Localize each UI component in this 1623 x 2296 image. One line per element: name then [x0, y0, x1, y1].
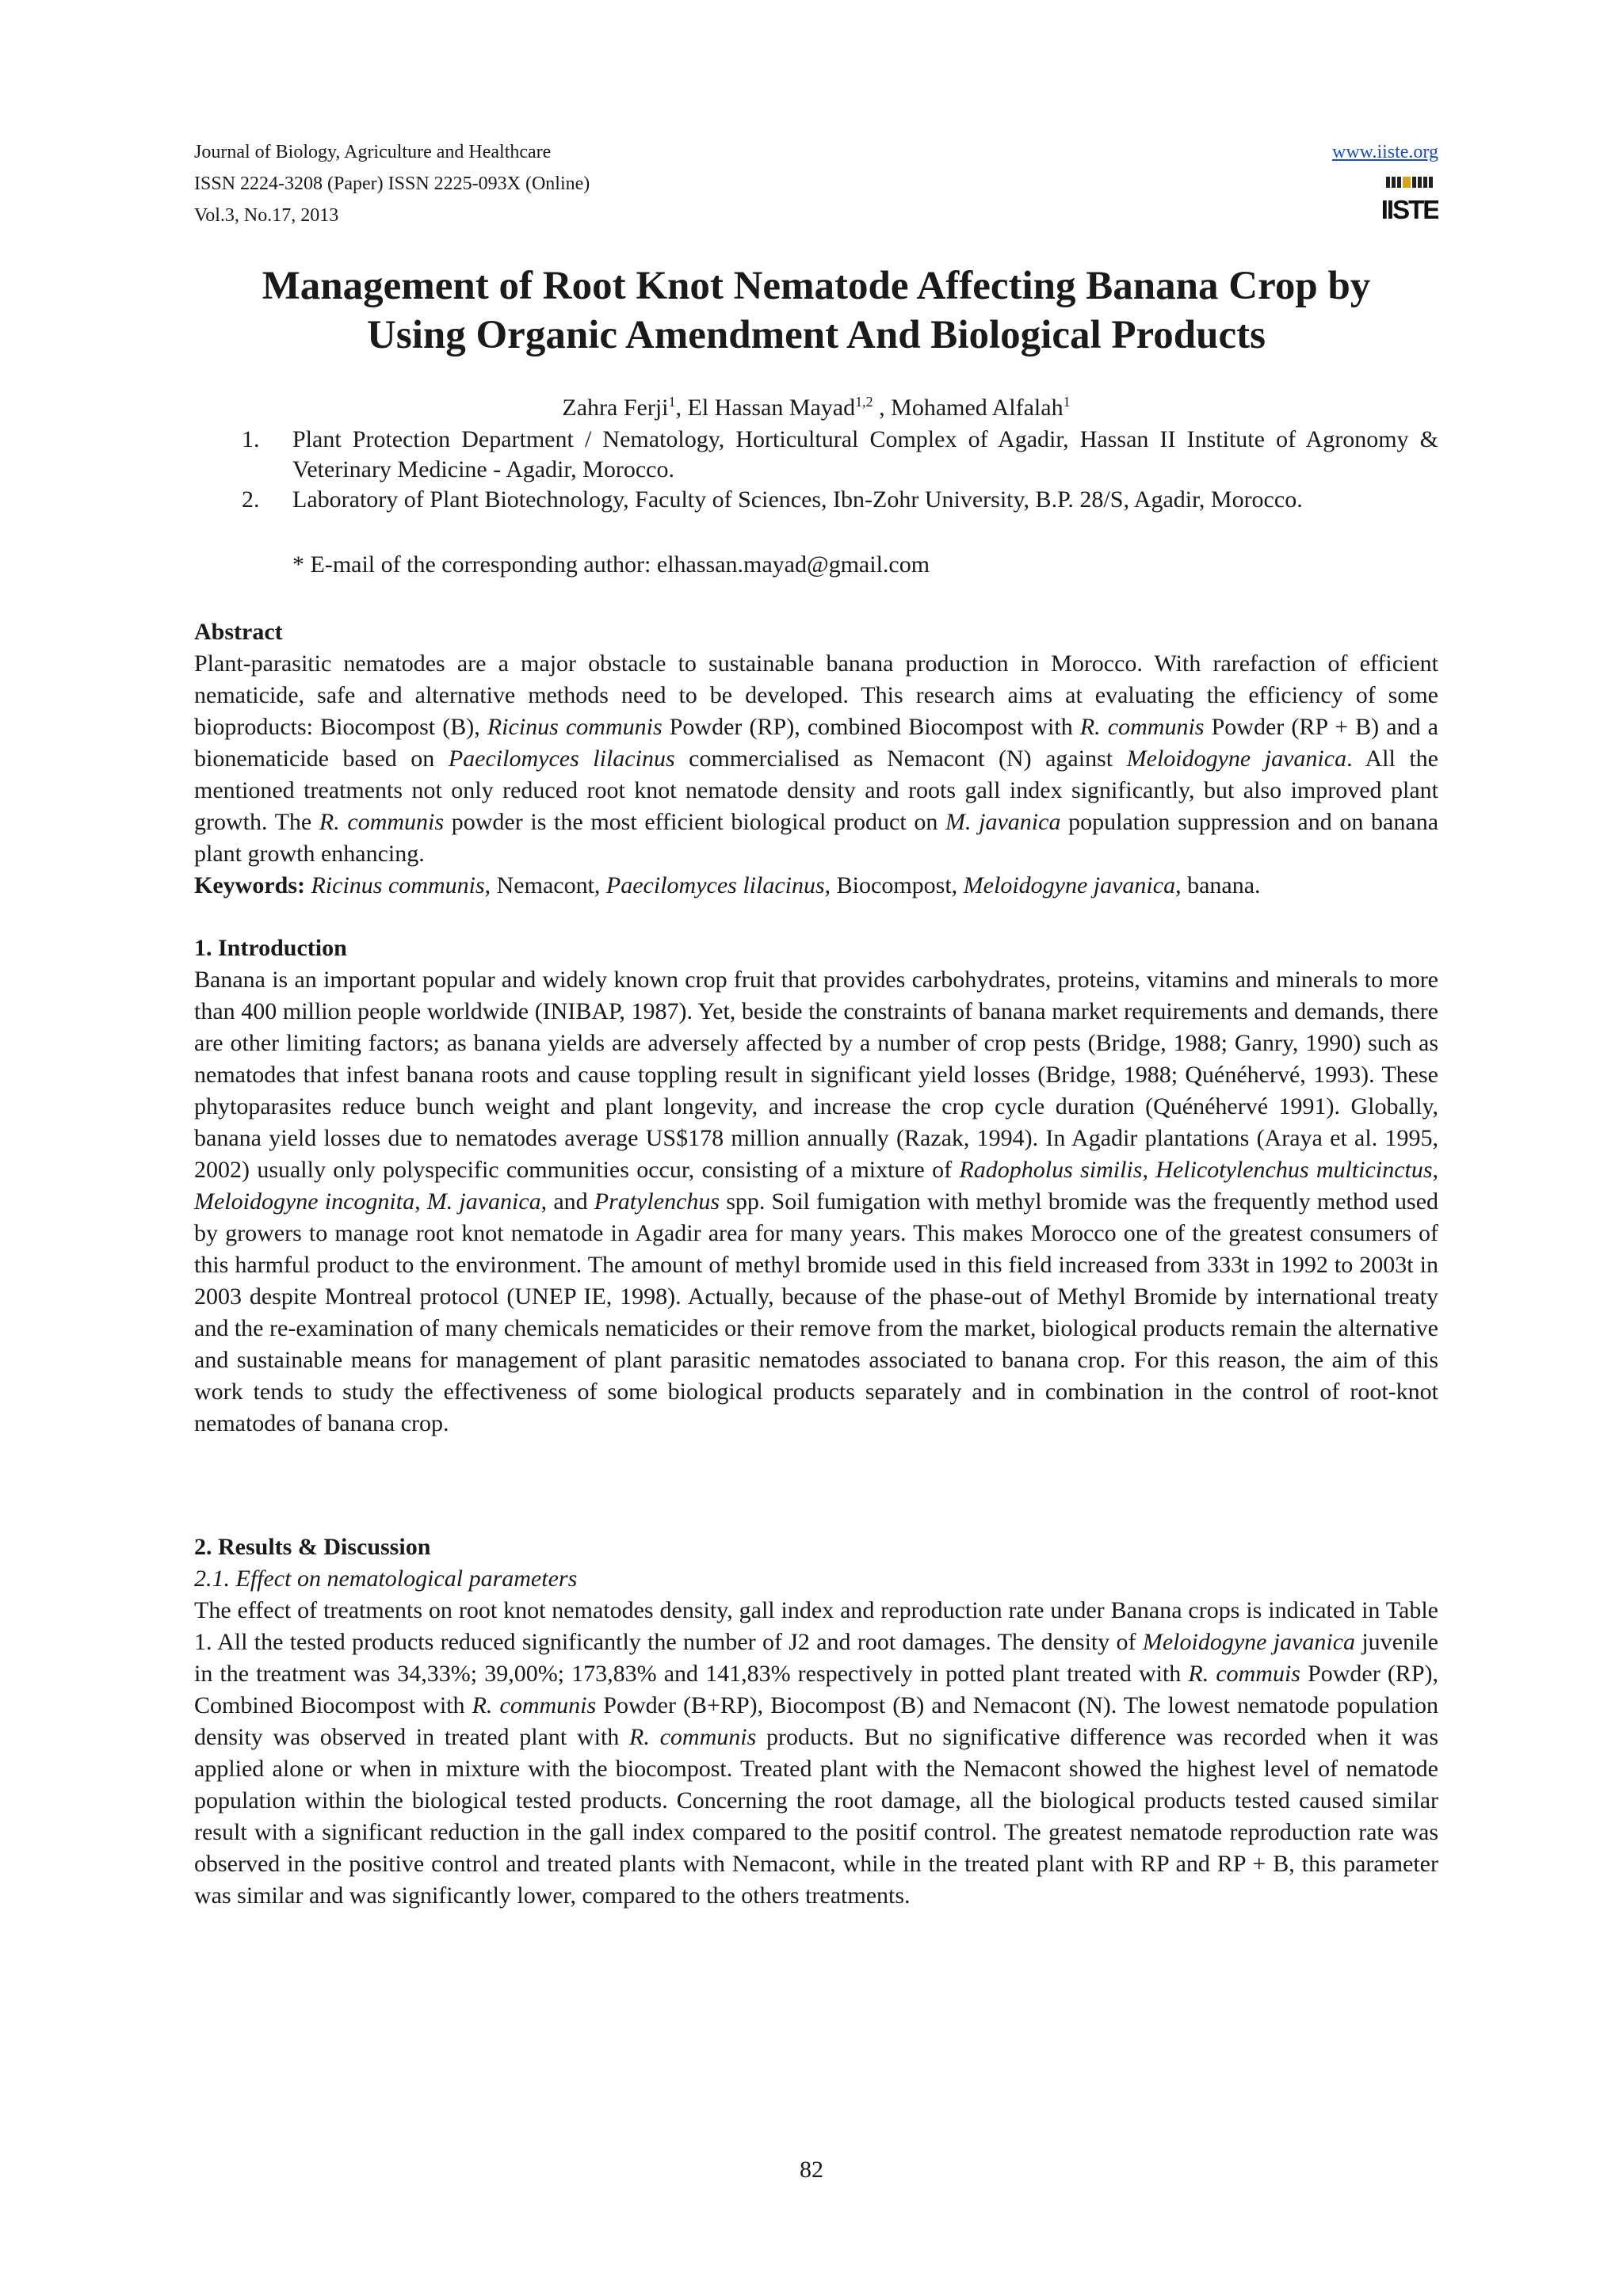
italic-term: Helicotylenchus multicinctus [1155, 1157, 1433, 1183]
iiste-logo [1381, 174, 1438, 223]
italic-term: Ricinus communis [311, 872, 485, 898]
author-separator: , [873, 395, 892, 421]
results-paragraph: The effect of treatments on root knot nematodes density, gall index and reproduction rate under Banana crops is indicated in Table 1. All the tested products reduced significantly the number of J2 and root damages. The density of Meloidogyne javanica juvenile in the treatment was 34,33%; 39,00%; 173,83% and 141,83% respectively in potted plant treated with R. commuis Powder (RP), Combined Biocompost with R. communis Powder (B+RP), Biocompost (B) and Nemacont (N). The lowest nematode population density was observed in treated plant with R. communis products. But no significative difference was recorded when it was applied alone or when in mixture with the biocompost. Treated plant with the Nemacont showed the highest level of nematode population within the biological tested products. Concerning the root damage, all the biological products tested caused similar result with a significant reduction in the gall index compared to the positif control. The greatest nematode reproduction rate was observed in the positive control and treated plants with Nemacont, while in the treated plant with RP and RP + B, this parameter was similar and was significantly lower, compared to the others treatments. [194, 1597, 1439, 1909]
affiliation-number: 2. [242, 486, 260, 513]
italic-term: Pratylenchus [594, 1188, 720, 1215]
abstract-text: Plant-parasitic nematodes are a major obstacle to sustainable banana production in Morocco. With rarefaction of efficient nematicide, safe and alternative methods need to be developed. This research aims at evaluating the efficiency of some bioproducts: Biocompost (B), Ricinus communis Powder (RP), combined Biocompost with R. communis Powder (RP + B) and a bionematicide based on Paecilomyces lilacinus commercialised as Nemacont (N) against Meloidogyne javanica. All the mentioned treatments not only reduced root knot nematode density and roots gall index significantly, but also improved plant growth. The R. communis powder is the most efficient biological product on M. javanica population suppression and on banana plant growth enhancing. [194, 650, 1439, 867]
italic-term: M. javanica [426, 1188, 541, 1215]
author-name: El Hassan Mayad [687, 395, 856, 421]
author-name: Mohamed Alfalah [891, 395, 1064, 421]
paper-title [194, 261, 1438, 360]
author-affiliation-marker: 1 [1063, 394, 1071, 410]
keywords-line [194, 870, 1438, 902]
introduction-paragraph: Banana is an important popular and widely known crop fruit that provides carbohydrates, proteins, vitamins and minerals to more than 400 million people worldwide (INIBAP, 1987). Yet, beside the constraints of banana market requirements and demands, there are other limiting factors; as banana yields are adversely affected by a number of crop pests (Bridge, 1988; Ganry, 1990) such as nematodes that infest banana roots and cause toppling result in significant yield losses (Bridge, 1988; Quénéhervé, 1993). These phytoparasites reduce bunch weight and plant longevity, and increase the crop cycle duration (Quénéhervé 1991). Globally, banana yield losses due to nematodes average US$178 million annually (Razak, 1994). In Agadir plantations (Araya et al. 1995, 2002) usually only polyspecific communities occur, consisting of a mixture of Radopholus similis, Helicotylenchus multicinctus, Meloidogyne incognita, M. javanica, and Pratylenchus spp. Soil fumigation with methyl bromide was the frequently method used by growers to manage root knot nematode in Agadir area for many years. This makes Morocco one of the greatest consumers of this harmful product to the environment. The amount of methyl bromide used in this field increased from 333t in 1992 to 2003t in 2003 despite Montreal protocol (UNEP IE, 1998). Actually, because of the phase-out of Methyl Bromide by international treaty and the re-examination of many chemicals nematicides or their remove from the market, biological products remain the alternative and sustainable means for management of plant parasitic nematodes associated to banana crop. For this reason, the aim of this work tends to study the effectiveness of some biological products separately and in combination in the control of root-knot nematodes of banana crop. [194, 967, 1439, 1436]
journal-issn: ISSN 2224-3208 (Paper) ISSN 2225-093X (Online) [194, 174, 590, 194]
section-heading-results: 2. Results & Discussion [194, 1534, 431, 1560]
results-section [194, 1531, 1438, 1912]
affiliation-text: Laboratory of Plant Biotechnology, Faculty of Sciences, Ibn-Zohr University, B.P. 28/S, Agadir, Morocco. [292, 486, 1303, 513]
corresponding-author-email: * E-mail of the corresponding author: elhassan.mayad@gmail.com [292, 551, 930, 578]
introduction-section [194, 933, 1438, 1440]
italic-term: Meloidogyne javanica [1142, 1629, 1356, 1655]
affiliation-item [194, 425, 1438, 485]
italic-term: Ricinus communis [487, 714, 663, 740]
section-heading-introduction: 1. Introduction [194, 935, 347, 961]
italic-term: Paecilomyces lilacinus [448, 746, 675, 772]
italic-term: R. communis [1079, 714, 1205, 740]
author-name: Zahra Ferji [562, 395, 669, 421]
italic-term: R. communis [319, 809, 445, 835]
abstract-section [194, 616, 1438, 902]
journal-name: Journal of Biology, Agriculture and Healthcare [194, 142, 552, 162]
affiliation-list [194, 425, 1438, 515]
affiliation-number: 1. [242, 426, 260, 452]
journal-branding [1332, 136, 1438, 223]
abstract-heading: Abstract [194, 619, 283, 645]
italic-term: R. commuis [1188, 1661, 1300, 1687]
italic-term: Radopholus similis [959, 1157, 1143, 1183]
journal-header [194, 136, 1438, 231]
author-affiliation-marker: 1,2 [855, 394, 873, 410]
journal-info [194, 136, 590, 231]
keywords-text: Ricinus communis, Nemacont, Paecilomyces lilacinus, Biocompost, Meloidogyne javanica, banana. [311, 872, 1261, 898]
italic-term: Meloidogyne javanica [963, 872, 1176, 898]
keywords-label: Keywords: [194, 872, 305, 898]
italic-term: Meloidogyne incognita [194, 1188, 415, 1215]
iiste-logo-text: IISTE [1381, 195, 1438, 223]
italic-term: R. communis [629, 1724, 757, 1750]
paper-title-line-2: Using Organic Amendment And Biological Products [367, 313, 1266, 357]
journal-url-link[interactable]: www.iiste.org [1332, 142, 1438, 162]
page-number: 82 [800, 2157, 823, 2183]
journal-volume: Vol.3, No.17, 2013 [194, 205, 339, 226]
italic-term: Paecilomyces lilacinus [605, 872, 825, 898]
author-separator: , [675, 395, 688, 421]
italic-term: Meloidogyne javanica [1126, 746, 1347, 772]
author-affiliation-marker: 1 [668, 394, 676, 410]
italic-term: R. communis [472, 1692, 597, 1718]
affiliation-item [194, 485, 1438, 515]
paper-title-line-1: Management of Root Knot Nematode Affecting Banana Crop by [262, 264, 1371, 308]
subsection-heading-nematological: 2.1. Effect on nematological parameters [194, 1566, 578, 1592]
affiliation-text: Plant Protection Department / Nematology, Horticultural Complex of Agadir, Hassan II Institute of Agronomy & Veterinary Medicine - Agadir, Morocco. [292, 426, 1438, 482]
author-list [194, 393, 1438, 423]
italic-term: M. javanica [945, 809, 1061, 835]
